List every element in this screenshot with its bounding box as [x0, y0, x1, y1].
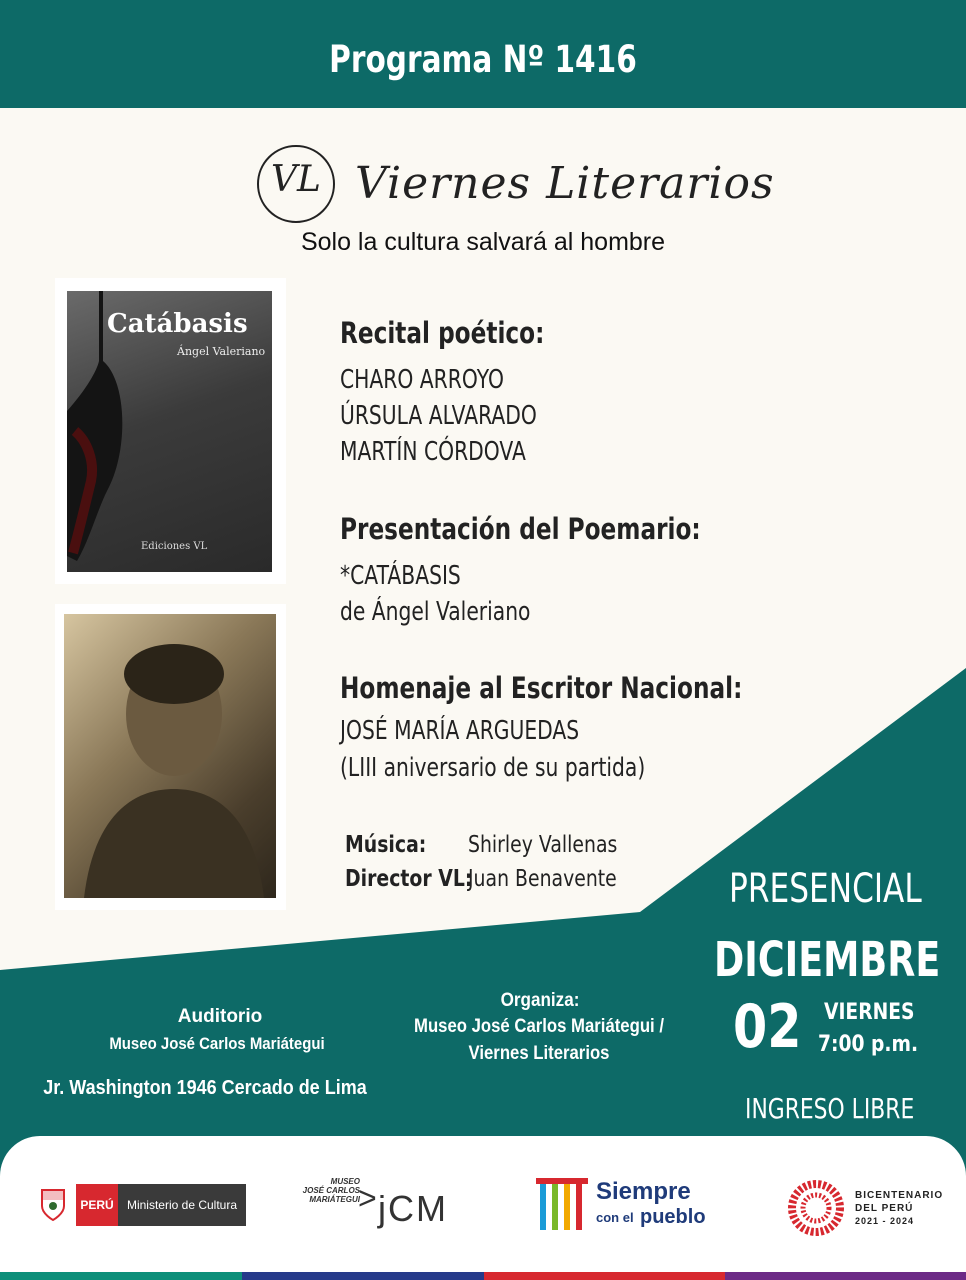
stripe-segment — [0, 1272, 242, 1280]
venue-line1: Auditorio — [177, 1006, 263, 1027]
recital-name: ÚRSULA ALVARADO — [340, 401, 537, 431]
credit-label: Director VL: — [345, 866, 473, 892]
museum-small-text — [300, 1177, 360, 1204]
portrait-photo — [64, 614, 276, 898]
ministry-name: Ministerio de Cultura — [118, 1184, 246, 1226]
event-day: 02 — [733, 992, 802, 1062]
stripe-segment — [242, 1272, 484, 1280]
tribute-heading: Homenaje al Escritor Nacional: — [340, 671, 743, 705]
program-title: Programa Nº 1416 — [329, 38, 637, 81]
siempre-icon — [534, 1174, 590, 1234]
event-mode: PRESENCIAL — [729, 866, 922, 912]
book-author: Ángel Valeriano — [177, 345, 266, 358]
bicentenario-icon — [786, 1178, 846, 1238]
peru-shield-icon — [38, 1186, 68, 1222]
presentation-line: *CATÁBASIS — [340, 561, 461, 591]
siempre-line1: Siempre — [596, 1178, 691, 1205]
recital-name: CHARO ARROYO — [340, 365, 504, 395]
event-weekday: VIERNES — [824, 1000, 915, 1025]
tribute-line: (LIII aniversario de su partida) — [340, 753, 646, 783]
tagline: Solo la cultura salvará al hombre — [300, 228, 666, 256]
venue-line2: Museo José Carlos Mariátegui — [109, 1034, 325, 1053]
venue-address: Jr. Washington 1946 Cercado de Lima — [43, 1077, 367, 1099]
presentation-line: de Ángel Valeriano — [340, 597, 531, 627]
tribute-line: JOSÉ MARÍA ARGUEDAS — [340, 716, 580, 746]
vl-logo-text: VL — [271, 159, 321, 200]
event-time: 7:00 p.m. — [818, 1032, 919, 1057]
museum-chevron-icon: > — [358, 1180, 377, 1216]
museum-logo-text: jCM — [378, 1188, 448, 1229]
credit-value: Juan Benavente — [468, 866, 617, 892]
portrait-silhouette — [64, 614, 276, 898]
museum-small-line: MUSEO — [330, 1177, 360, 1186]
siempre-line3: pueblo — [640, 1206, 706, 1228]
organizer-line2: Viernes Literarios — [468, 1043, 610, 1064]
bicentenario-line1: BICENTENARIO — [855, 1190, 944, 1201]
siempre-line2: con el — [596, 1210, 634, 1225]
book-title: Catábasis — [107, 309, 248, 339]
peru-badge: PERÚ — [76, 1184, 118, 1226]
organizer-line1: Museo José Carlos Mariátegui / — [414, 1016, 664, 1037]
brand-name: Viernes Literarios — [355, 158, 775, 209]
museum-small-line: MARIÁTEGUI — [309, 1195, 360, 1204]
event-entry: INGRESO LIBRE — [745, 1092, 915, 1125]
recital-heading: Recital poético: — [340, 316, 545, 350]
credit-label: Música: — [345, 832, 427, 858]
book-cover — [67, 291, 272, 572]
event-month: DICIEMBRE — [714, 932, 941, 988]
book-publisher: Ediciones VL — [141, 541, 208, 552]
stripe-segment — [484, 1272, 725, 1280]
bicentenario-line3: 2021 - 2024 — [855, 1216, 915, 1226]
museum-small-line: JOSÉ CARLOS — [302, 1186, 360, 1195]
presentation-heading: Presentación del Poemario: — [340, 512, 701, 546]
bicentenario-line2: DEL PERÚ — [855, 1203, 914, 1214]
credit-value: Shirley Vallenas — [468, 832, 618, 858]
vl-logo — [257, 145, 335, 223]
recital-name: MARTÍN CÓRDOVA — [340, 437, 526, 467]
organizer-label: Organiza: — [500, 990, 580, 1011]
stripe-segment — [725, 1272, 966, 1280]
